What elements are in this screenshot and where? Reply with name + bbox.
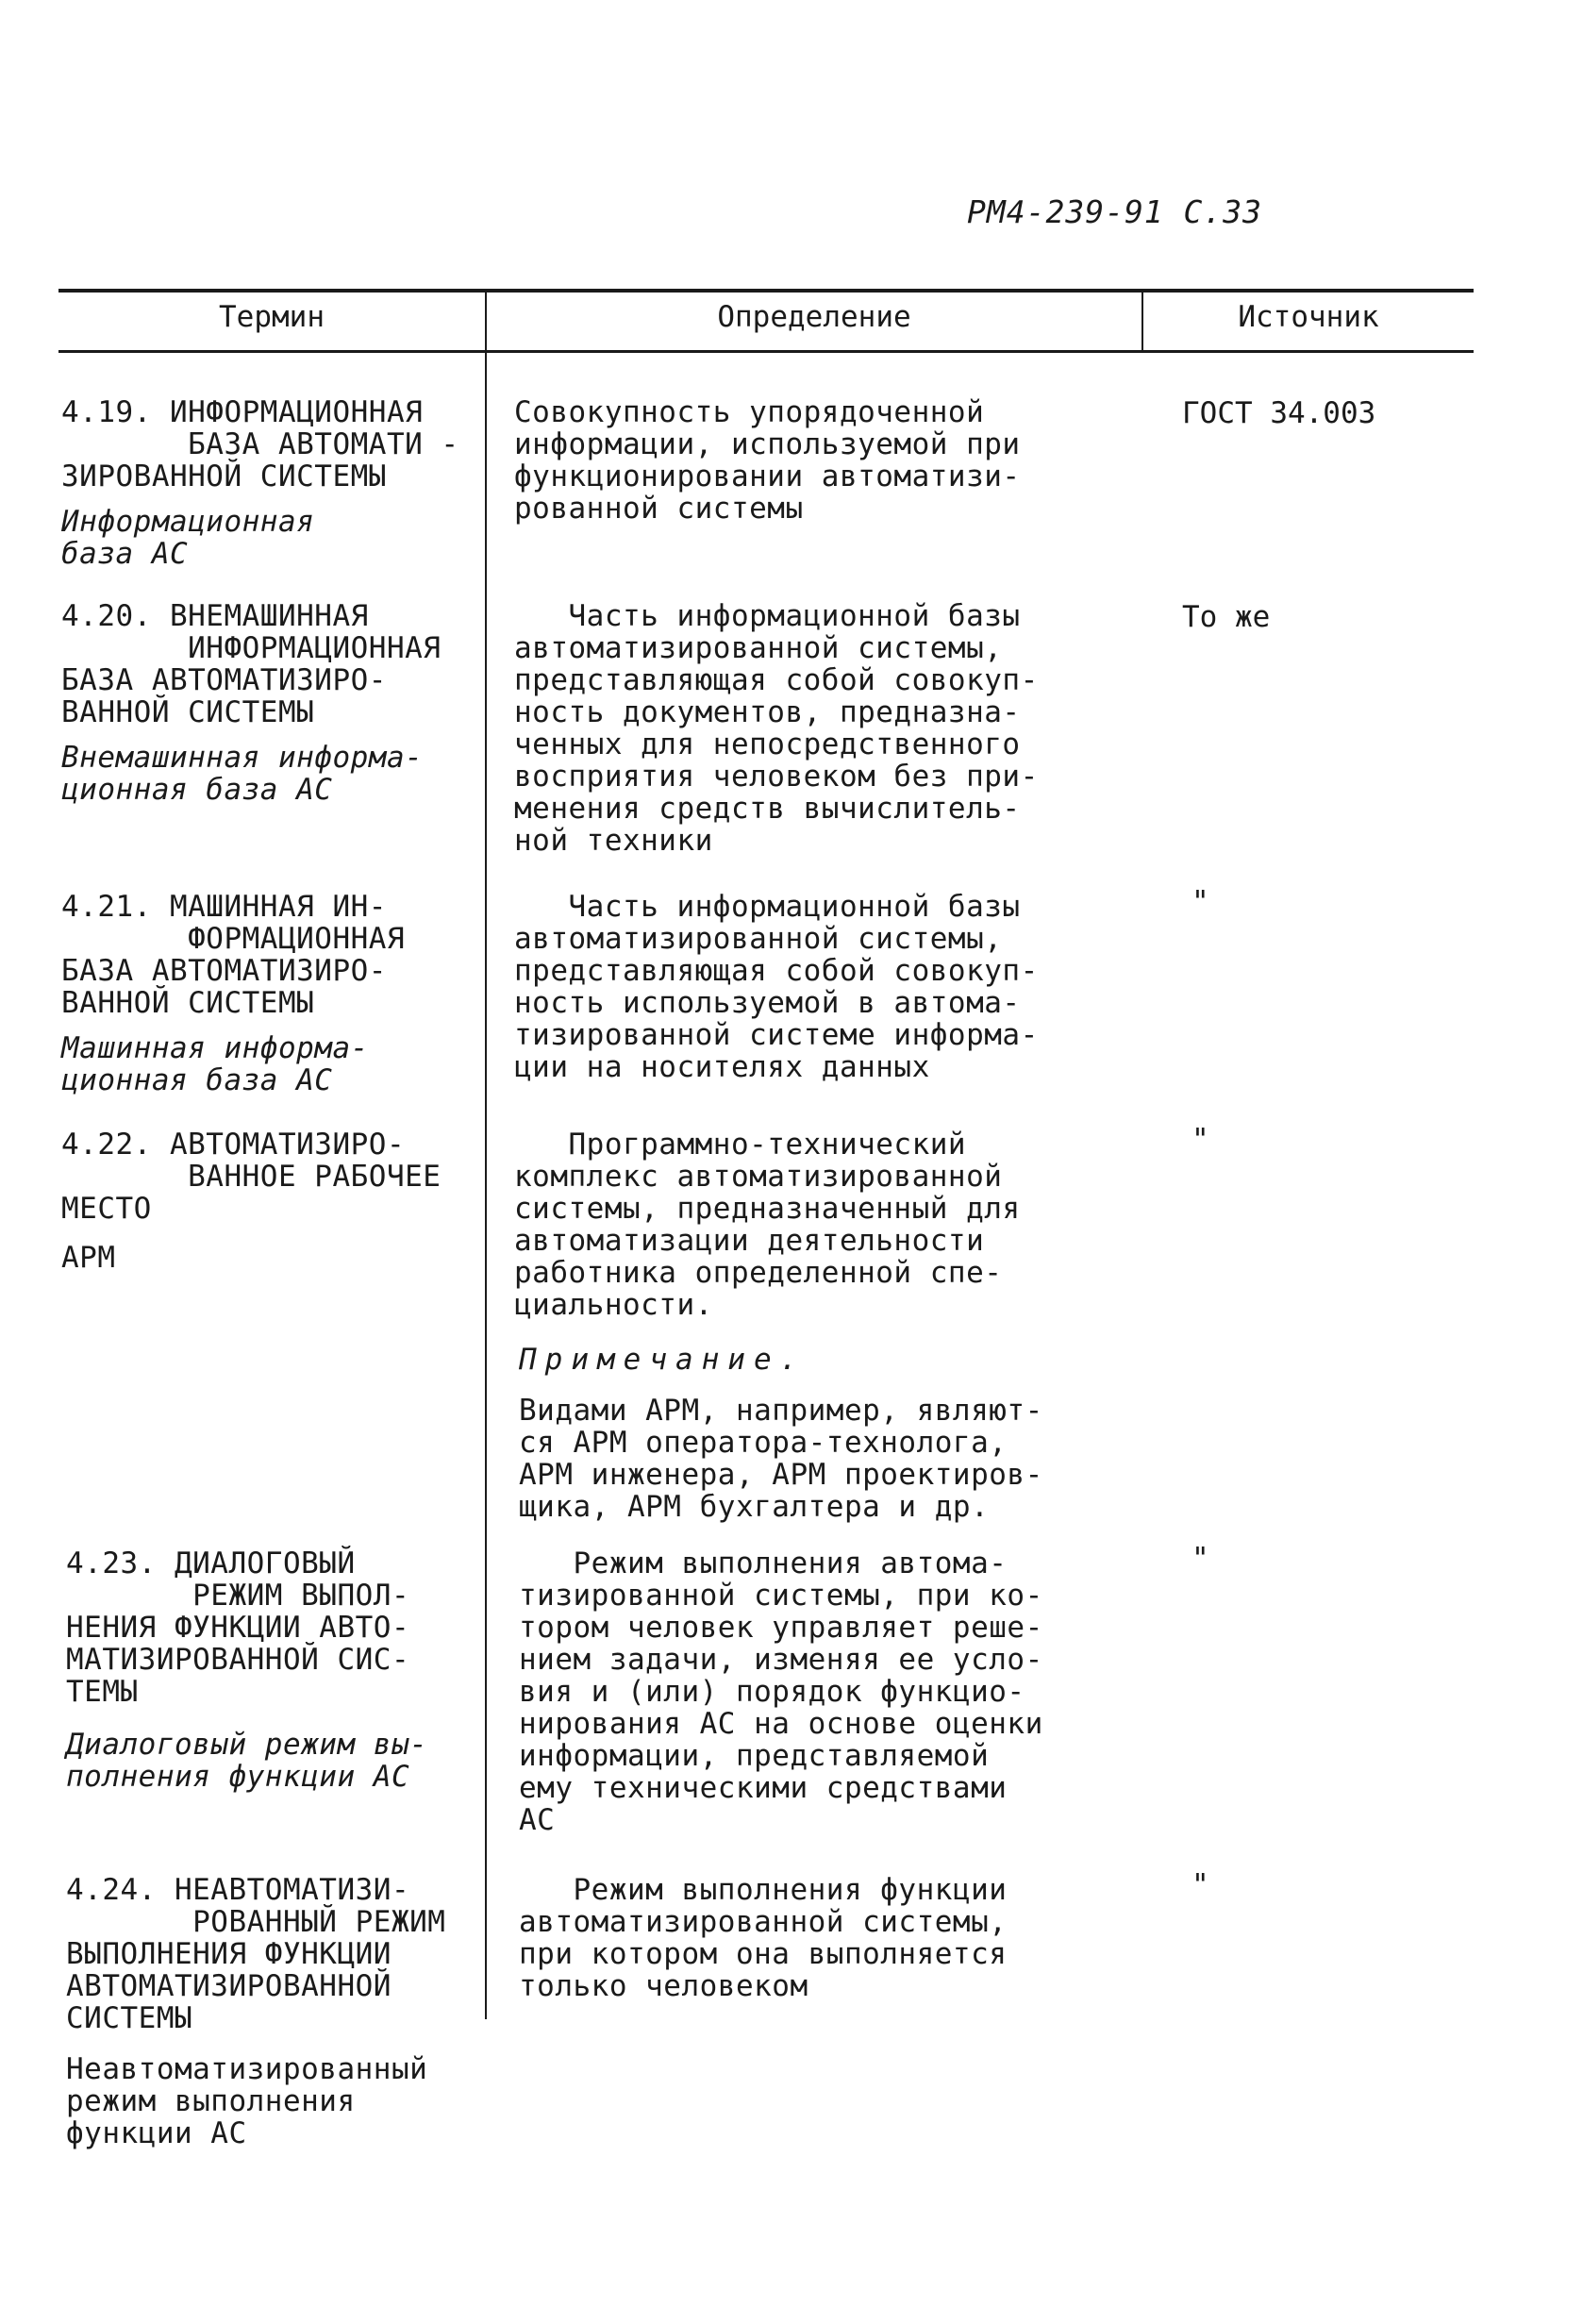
- abbr-4-21: Машинная информа- ционная база АС: [61, 1031, 369, 1097]
- definition-4-19: Совокупность упорядоченной информации, используемой при функционировании автоматизи- рованной системы: [514, 395, 1021, 526]
- source-4-24: ": [1191, 1868, 1209, 1902]
- term-4-23: 4.23. ДИАЛОГОВЫЙ РЕЖИМ ВЫПОЛ- НЕНИЯ ФУНКЦИИ АВТО- МАТИЗИРОВАННОЙ СИС- ТЕМЫ: [66, 1547, 410, 1709]
- definition-4-23: Режим выполнения автома- тизированной системы, при ко- тором человек управляет реше- нием задачи, изменяя ее усло- вия и (или) порядок функцио- нирования АС на основе оценки информации, представляемой ему техническими средствами АС: [519, 1547, 1043, 1837]
- term-4-24: 4.24. НЕАВТОМАТИЗИ- РОВАННЫЙ РЕЖИМ ВЫПОЛНЕНИЯ ФУНКЦИИ АВТОМАТИЗИРОВАННОЙ СИСТЕМЫ: [66, 1873, 446, 2035]
- header-term: Термин: [219, 300, 325, 334]
- definition-4-22: Программно-технический комплекс автоматизированной системы, предназначенный для автоматизации деятельности работника определенной спе- циальности.: [514, 1128, 1021, 1322]
- term-4-20: 4.20. ВНЕМАШИННАЯ ИНФОРМАЦИОННАЯ БАЗА АВТОМАТИЗИРО- ВАННОЙ СИСТЕМЫ: [61, 599, 442, 729]
- header-bottom-rule: [58, 350, 1474, 353]
- document-code: РМ4-239-91 С.33: [967, 193, 1263, 230]
- term-4-22: 4.22. АВТОМАТИЗИРО- ВАННОЕ РАБОЧЕЕ МЕСТО: [61, 1128, 442, 1226]
- source-4-22: ": [1191, 1123, 1209, 1157]
- definition-4-20: Часть информационной базы автоматизированной системы, представляющая собой совокуп- ность документов, предназна- ченных для непосредственного восприятия человеком без при- менения средств вычислитель- ной техники: [514, 599, 1039, 858]
- abbr-4-24: Неавтоматизированный режим выполнения функции АС: [66, 2052, 428, 2150]
- table-top-rule: [58, 289, 1474, 293]
- definition-4-24: Режим выполнения функции автоматизированной системы, при котором она выполняется только человеком: [519, 1873, 1008, 2003]
- definition-4-21: Часть информационной базы автоматизированной системы, представляющая собой совокуп- ность используемой в автома- тизированной системе информа- ции на носителях данных: [514, 890, 1039, 1084]
- note-label-4-22: Примечание.: [519, 1343, 807, 1377]
- term-4-21: 4.21. МАШИННАЯ ИН- ФОРМАЦИОННАЯ БАЗА АВТОМАТИЗИРО- ВАННОЙ СИСТЕМЫ: [61, 890, 406, 1020]
- source-4-19: ГОСТ 34.003: [1182, 396, 1376, 430]
- abbr-4-23: Диалоговый режим вы- полнения функции АС: [66, 1728, 428, 1794]
- abbr-4-20: Внемашинная информа- ционная база АС: [61, 741, 424, 807]
- header-source: Источник: [1238, 300, 1379, 334]
- term-4-19: 4.19. ИНФОРМАЦИОННАЯ БАЗА АВТОМАТИ - ЗИРОВАННОЙ СИСТЕМЫ: [61, 395, 459, 493]
- note-4-22: Видами АРМ, например, являют- ся АРМ оператора-технолога, АРМ инженера, АРМ проектиров- щика, АРМ бухгалтера и др.: [519, 1394, 1043, 1524]
- column-divider-source: [1141, 293, 1143, 353]
- source-4-23: ": [1191, 1542, 1209, 1576]
- source-4-21: ": [1191, 885, 1209, 919]
- abbr-4-19: Информационная база АС: [61, 505, 315, 571]
- source-4-20: То же: [1182, 600, 1271, 634]
- abbr-4-22: АРМ: [61, 1241, 116, 1275]
- column-divider-term: [485, 293, 487, 2019]
- header-definition: Определение: [717, 300, 911, 334]
